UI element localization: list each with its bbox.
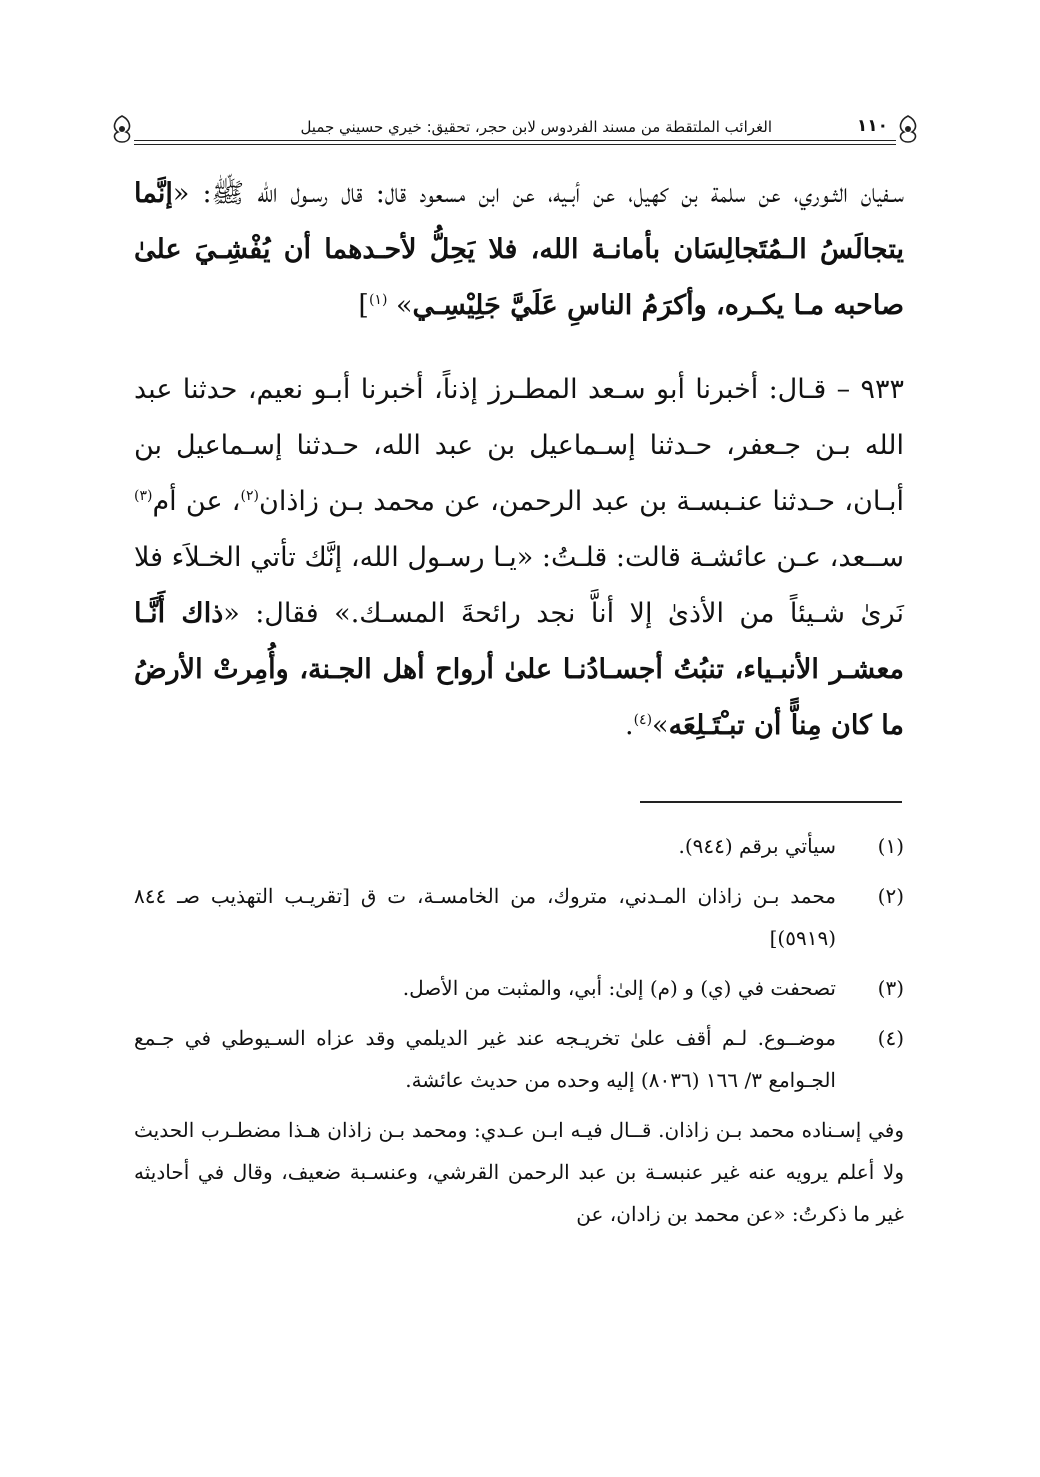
paragraph-2 — [134, 362, 904, 754]
ornament-icon — [894, 114, 922, 144]
hadith-text: إنَّما يتجالَسُ الـمُتَجالِسَان بأمانـة الله، فلا يَحِلُّ لأحـدهما أن يُفْشِـيَ علىٰ صاحبه مـا يكـره، وأكرَمُ الناسِ عَلَيَّ جَلِيْسِـي — [134, 178, 904, 321]
footnote-text: سيأتي برقم (٩٤٤). — [678, 834, 836, 858]
footnote — [134, 1017, 904, 1101]
page-header — [108, 96, 922, 136]
header-rule — [134, 140, 896, 145]
footnote-number: (٢) — [877, 884, 904, 908]
header-bar — [108, 114, 922, 140]
footnote-ref-1: (١) — [368, 292, 388, 308]
quote-close: » — [652, 710, 669, 741]
paragraph-text: ســعد، عـن عائشـة قالت: قلـتُ: «يـا رسـول الله، إنَّك تأتي الخـلاَء فلا نَرىٰ شـيئاً من الأذىٰ إلا أناَّ نجد رائحةَ المسـك.» فقال: « — [134, 542, 904, 629]
paragraph-1 — [134, 166, 904, 334]
footnote — [134, 875, 904, 959]
period: . — [624, 710, 634, 741]
bracket-close: ] — [358, 290, 369, 321]
footnote-text: تصحفت في (ي) و (م) إلىٰ: أبي، والمثبت من الأصل. — [402, 976, 836, 1000]
footnote-number: (٤) — [877, 1026, 904, 1050]
footnote-continuation: وفي إسـناده محمد بـن زاذان. قــال فيـه ابـن عـدي: ومحمد بـن زاذان هـذا مضطـرب الحديث ولا أعلم يرويه عنه غير عنبسـة بن عبد الرحمن القرشي، وعنسـبة ضعيف، وقال في أحاديثه غير ما ذكرتُ: «عن محمد بن زادان، عن — [134, 1118, 904, 1226]
running-title: الغرائب الملتقطة من مسند الفردوس لابن حجر، تحقيق: خيري حسيني جميل — [300, 118, 772, 136]
quote-close: » — [387, 290, 413, 321]
hadith-text: ذاك أَنَّـا معشـر الأنبـياء، تنبُتُ أجسـادُنـا علىٰ أرواح أهل الجـنة، وأُمِرتْ الأرضُ ما كان مِناًّ أن تبـْتَـلِعَه — [134, 598, 904, 741]
footnote-text: محمد بـن زاذان المـدني، متروك، من الخامسـة، ت ق [تقريـب التهذيب صـ ٨٤٤ (٥٩١٩)] — [134, 884, 836, 950]
footnote-ref-4: (٤) — [633, 712, 653, 728]
footnote-text: موضــوع. لـم أقف علىٰ تخريـجه عند غير الديلمي وقد عزاه السـيوطي في جـمع الجـوامع ٣/ ١٦٦ (٨٠٣٦) إليه وحده من حديث عائشة. — [134, 1026, 836, 1092]
footnote-separator — [640, 801, 902, 803]
page-number: ١١٠ — [856, 116, 888, 136]
footnote-number: (٣) — [877, 976, 904, 1000]
ornament-icon — [108, 114, 136, 144]
footnotes — [134, 825, 904, 1235]
footnote — [134, 825, 904, 867]
paragraph-text: سـفيان الثـوري، عن سلمة بن كهيل، عن أبـيه، عن ابن مسعود قال: قال رسـول الله ﷺ: « — [172, 178, 904, 209]
footnote-ref-2: (٢) — [240, 488, 259, 504]
paragraph-text: ، عن أم — [152, 486, 241, 517]
footnote-number: (١) — [877, 834, 904, 858]
footnote — [134, 967, 904, 1009]
paragraph-text: ٩٣٣ – قـال: أخبرنا أبو سـعد المطـرز إذناً، أخبرنا أبـو نعيم، حدثنا عبد الله بـن جـعفر، حـدثنا إسـماعيل بن عبد الله، حـدثنا إسـماعيل بن أبـان، حـدثنا عنـبسـة بن عبد الرحمن، عن محمد بـن زاذان — [134, 374, 904, 517]
footnote-ref-3: (٣) — [134, 488, 153, 504]
